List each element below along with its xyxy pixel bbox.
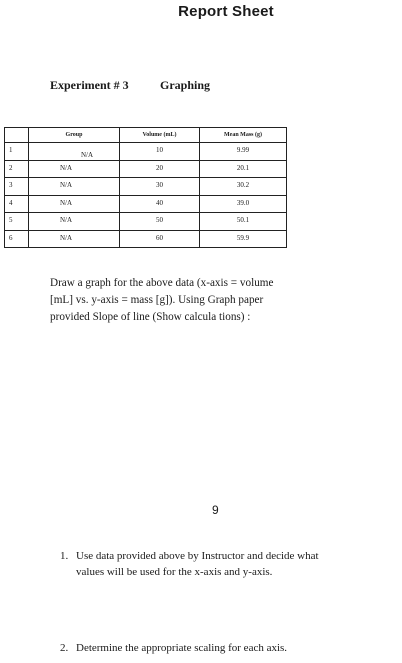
instruction-line: provided Slope of line (Show calcula tions) : — [50, 311, 251, 323]
row-index: 4 — [5, 195, 29, 213]
question-item — [60, 640, 398, 656]
row-group: N/A — [29, 143, 120, 161]
experiment-topic: Graphing — [160, 78, 211, 92]
row-volume: 60 — [120, 230, 200, 248]
table-header-group: Group — [29, 128, 120, 143]
question-item — [60, 548, 398, 580]
instruction-line: Draw a graph for the above data (x-axis = volume — [50, 277, 274, 289]
question-text: Use data provided above by Instructor and decide what — [76, 550, 319, 562]
row-group: N/A — [29, 230, 120, 248]
report-title: Report Sheet — [178, 3, 274, 20]
row-mass: 20.1 — [200, 160, 287, 178]
row-mass: 50.1 — [200, 213, 287, 231]
row-index: 6 — [5, 230, 29, 248]
page-number: 9 — [212, 503, 219, 517]
row-mass: 59.9 — [200, 230, 287, 248]
row-index: 3 — [5, 178, 29, 196]
row-index: 1 — [5, 143, 29, 161]
row-volume: 30 — [120, 178, 200, 196]
row-mass: 39.0 — [200, 195, 287, 213]
data-table — [4, 127, 287, 248]
table-header-row — [5, 128, 287, 143]
table-row — [5, 230, 287, 248]
question-text: Determine the appropriate scaling for each axis. — [76, 642, 288, 654]
row-group: N/A — [29, 178, 120, 196]
question-number: 2. — [60, 642, 69, 654]
row-volume: 20 — [120, 160, 200, 178]
table-header-index — [5, 128, 29, 143]
row-group: N/A — [29, 213, 120, 231]
row-volume: 50 — [120, 213, 200, 231]
row-volume: 10 — [120, 143, 200, 161]
table-row — [5, 195, 287, 213]
experiment-label: Experiment # 3 — [50, 78, 129, 92]
question-number: 1. — [60, 550, 69, 562]
row-group: N/A — [29, 195, 120, 213]
row-volume: 40 — [120, 195, 200, 213]
question-text-continued: values will be used for the x-axis and y-axis. — [76, 566, 273, 578]
row-mass: 30.2 — [200, 178, 287, 196]
table-row — [5, 178, 287, 196]
table-header-mass: Mean Mass (g) — [200, 128, 287, 143]
row-mass: 9.99 — [200, 143, 287, 161]
table-row — [5, 160, 287, 178]
table-header-volume: Volume (mL) — [120, 128, 200, 143]
row-index: 2 — [5, 160, 29, 178]
graph-instructions — [50, 275, 350, 326]
row-index: 5 — [5, 213, 29, 231]
table-row — [5, 213, 287, 231]
table-row — [5, 143, 287, 161]
row-group: N/A — [29, 160, 120, 178]
instruction-line: [mL] vs. y-axis = mass [g]). Using Graph paper — [50, 294, 264, 306]
